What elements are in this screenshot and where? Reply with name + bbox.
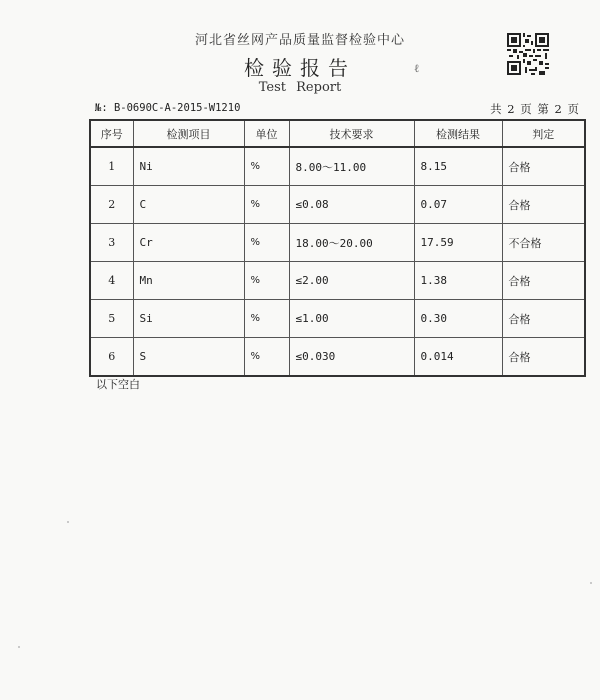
cell-requirement: ≤0.030 bbox=[289, 338, 414, 377]
handwritten-mark: ℓ bbox=[414, 62, 420, 75]
cell-item: S bbox=[133, 338, 244, 377]
column-header-unit: 单位 bbox=[244, 120, 289, 147]
table-row bbox=[90, 262, 585, 300]
cell-item: Si bbox=[133, 300, 244, 338]
cell-result: 0.014 bbox=[414, 338, 502, 377]
table-row bbox=[90, 147, 585, 186]
cell-seq: 5 bbox=[90, 300, 133, 338]
column-header-seq: 序号 bbox=[90, 120, 133, 147]
report-number: №: B-0690C-A-2015-W1210 bbox=[95, 102, 241, 114]
column-header-item: 检测项目 bbox=[133, 120, 244, 147]
table-row bbox=[90, 300, 585, 338]
cell-unit: % bbox=[244, 224, 289, 262]
cell-seq: 3 bbox=[90, 224, 133, 262]
blank-below-note: 以下空白 bbox=[96, 378, 140, 391]
cell-result: 0.07 bbox=[414, 186, 502, 224]
table-row bbox=[90, 338, 585, 377]
cell-verdict: 合格 bbox=[502, 147, 585, 186]
table-row bbox=[90, 224, 585, 262]
cell-item: C bbox=[133, 186, 244, 224]
report-title-en: Test Report bbox=[258, 80, 342, 95]
cell-requirement: 18.00～20.00 bbox=[289, 224, 414, 262]
cell-unit: % bbox=[244, 147, 289, 186]
table-header-row bbox=[90, 120, 585, 147]
cell-unit: % bbox=[244, 300, 289, 338]
cell-seq: 6 bbox=[90, 338, 133, 377]
column-header-requirement: 技术要求 bbox=[289, 120, 414, 147]
page-indicator: 共 2 页 第 2 页 bbox=[490, 102, 580, 116]
cell-result: 17.59 bbox=[414, 224, 502, 262]
cell-unit: % bbox=[244, 262, 289, 300]
cell-requirement: 8.00～11.00 bbox=[289, 147, 414, 186]
cell-result: 8.15 bbox=[414, 147, 502, 186]
table-row bbox=[90, 186, 585, 224]
cell-item: Mn bbox=[133, 262, 244, 300]
cell-requirement: ≤1.00 bbox=[289, 300, 414, 338]
cell-seq: 1 bbox=[90, 147, 133, 186]
cell-item: Cr bbox=[133, 224, 244, 262]
report-title-cn: 检验报告 bbox=[244, 56, 356, 80]
cell-requirement: ≤0.08 bbox=[289, 186, 414, 224]
qr-code-icon bbox=[507, 33, 549, 75]
scan-speck bbox=[590, 582, 592, 584]
cell-verdict: 不合格 bbox=[502, 224, 585, 262]
cell-verdict: 合格 bbox=[502, 186, 585, 224]
test-results-table bbox=[89, 119, 586, 377]
cell-result: 0.30 bbox=[414, 300, 502, 338]
cell-verdict: 合格 bbox=[502, 300, 585, 338]
cell-seq: 4 bbox=[90, 262, 133, 300]
cell-item: Ni bbox=[133, 147, 244, 186]
column-header-verdict: 判定 bbox=[502, 120, 585, 147]
cell-verdict: 合格 bbox=[502, 262, 585, 300]
cell-unit: % bbox=[244, 186, 289, 224]
organization-name: 河北省丝网产品质量监督检验中心 bbox=[194, 33, 405, 48]
scan-speck bbox=[18, 646, 20, 648]
cell-seq: 2 bbox=[90, 186, 133, 224]
cell-requirement: ≤2.00 bbox=[289, 262, 414, 300]
column-header-result: 检测结果 bbox=[414, 120, 502, 147]
cell-result: 1.38 bbox=[414, 262, 502, 300]
cell-verdict: 合格 bbox=[502, 338, 585, 377]
cell-unit: % bbox=[244, 338, 289, 377]
scan-speck bbox=[67, 521, 69, 523]
